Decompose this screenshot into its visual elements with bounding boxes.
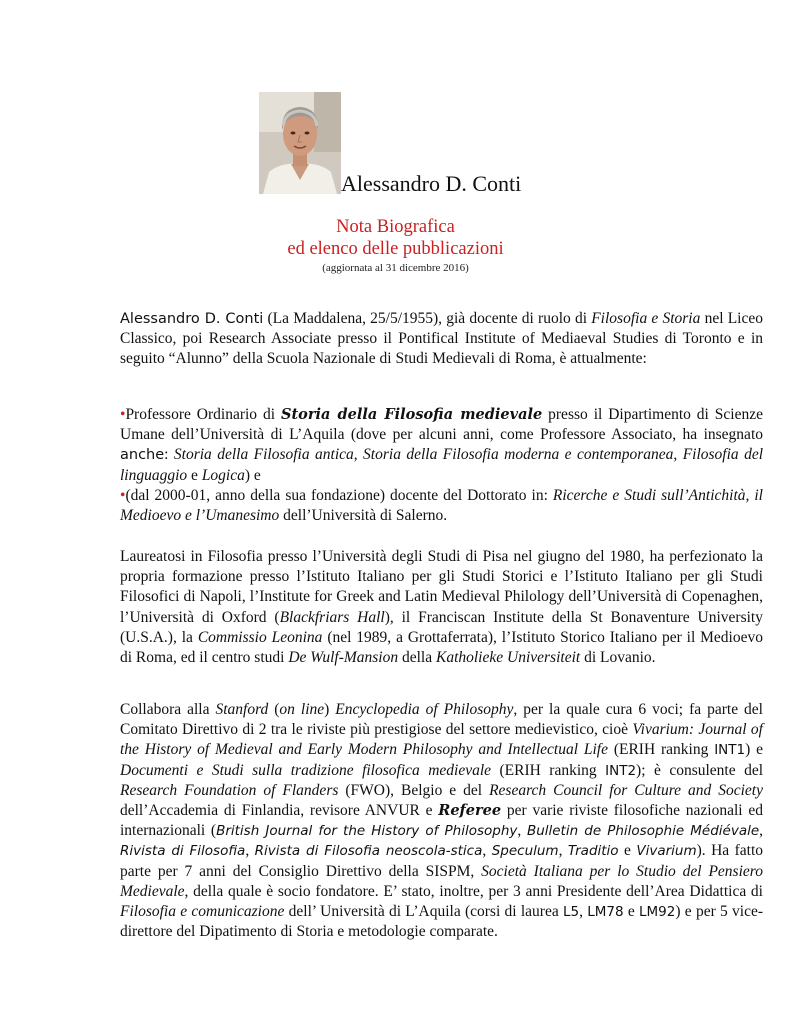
text: ,	[245, 842, 255, 860]
text: L5	[562, 904, 580, 921]
text: ,	[517, 822, 527, 840]
text: e	[618, 842, 637, 860]
text: dell’ Università di L’Aquila (corsi di laurea	[284, 903, 563, 921]
text: Collabora alla	[120, 701, 216, 718]
portrait-image	[259, 92, 341, 194]
text: LM92	[639, 904, 676, 921]
text-italic: Research Council for Culture and Society	[489, 781, 763, 799]
text: per varie riviste filosofiche nazionali ed internazionali (	[120, 802, 763, 840]
text: Professore Ordinario di	[125, 406, 281, 423]
collaborazioni-paragraph	[76, 700, 763, 942]
intro-paragraph	[76, 309, 763, 370]
bullet: •	[120, 406, 126, 423]
text-italic: Ricerche e Studi sull’Antichità, il Medioevo e l’Umanesimo	[120, 487, 763, 525]
text: ,	[482, 842, 492, 860]
text-italic: Vivarium	[636, 843, 697, 860]
text: anche	[120, 447, 165, 464]
text: (nel 1989, a Grottaferrata), l’Istituto Storico Italiano per il Medioevo di Roma, ed il centro studi	[120, 628, 763, 667]
text-italic: Storia della Filosofia antica	[173, 446, 354, 464]
text: )	[324, 701, 336, 718]
text-italic: Storia della Filosofia moderna e contemporanea	[363, 446, 674, 464]
text-italic: British Journal for the History of Philosophy	[216, 823, 518, 840]
text-italic: Stanford	[215, 701, 269, 718]
text-italic: Filosofia e Storia	[591, 310, 701, 327]
text: Laureatosi in Filosofia presso l’Università degli Studi di Pisa nel giugno del 1980, ha perfezionato la propria formazione presso l’Istituto Italiano per gli Studi Storici e l’Istituto Italiano per gli Studi Filosofici di Napoli, l’Institute for Greek and Latin Medieval Philology dell’Università di Copenaghen, l’Università di Oxford (	[120, 548, 763, 626]
text-italic: Commissio Leonina	[197, 628, 323, 646]
text-italic: Speculum	[491, 843, 559, 860]
text: (	[268, 701, 280, 718]
text: ,	[579, 903, 588, 921]
text: ) e per 5 vice-direttore del Dipatimento di Storia e metodologie comparate.	[120, 903, 763, 941]
text-italic: Referee	[438, 802, 502, 820]
text-italic: Vivarium: Journal of the History of Medieval and Early Modern Philosophy and Intellectual Life	[120, 721, 763, 759]
text: LM78	[587, 904, 624, 921]
text: e	[187, 466, 202, 484]
text: ,	[759, 822, 764, 840]
title-nota-biografica: Nota Biografica	[336, 217, 455, 237]
text: ) e	[244, 466, 261, 484]
text-italic: Rivista di Filosofia	[120, 843, 246, 860]
text-italic: Research Foundation of Flanders	[120, 781, 339, 799]
text-italic: Encyclopedia of Philosophy	[335, 701, 514, 718]
text: (ERIH ranking	[608, 741, 715, 759]
text: ,	[353, 446, 364, 464]
portrait-photo	[259, 92, 341, 194]
text: INT1	[714, 742, 746, 759]
text: (FWO), Belgio e del	[338, 781, 490, 799]
formazione-paragraph	[76, 547, 763, 668]
text: presso il Dipartimento di Scienze Umane dell’Università di L’Aquila (dove per alcuni anni, come Professore Associato, ha insegnato	[120, 406, 763, 444]
text: ,	[558, 842, 568, 860]
text: (dal 2000-01, anno della sua fondazione) docente del Dottorato in:	[125, 487, 553, 504]
list-item-professore	[76, 405, 763, 486]
text: della	[398, 649, 436, 667]
text-italic: Storia della Filosofia medievale	[280, 406, 543, 423]
list-item-dottorato	[76, 486, 763, 526]
text-italic: Katholieke Universiteit	[435, 649, 581, 667]
text-italic: Logica	[201, 466, 245, 484]
text-italic: Filosofia e comunicazione	[120, 903, 285, 921]
author-name: Alessandro D. Conti	[341, 171, 522, 196]
text: INT2	[605, 762, 637, 779]
text: ), il Franciscan Institute della St Bonaventure University (U.S.A.), la	[120, 608, 763, 646]
text: ,	[673, 446, 683, 464]
text: ). Ha fatto parte per 7 anni del Consiglio Direttivo della SISPM,	[120, 842, 764, 880]
text: (ERIH ranking	[491, 761, 606, 779]
text: (La Maddalena, 25/5/1955), già docente di ruolo di	[263, 310, 592, 327]
text-italic: on line	[279, 701, 325, 718]
text-italic: Bulletin de Philosophie Médiévale	[526, 823, 760, 840]
text: ); è consulente del	[636, 761, 764, 779]
text: :	[164, 446, 174, 464]
text: ) e	[745, 741, 764, 759]
text: nel Liceo Classico, poi Research Associate presso il Pontifical Institute of Mediaeval Studies di Toronto e in seguito “Alunno” della Scuola Nazionale di Studi Medievali di Roma, è attualmente:	[120, 310, 763, 368]
title-elenco-pubblicazioni: ed elenco delle pubblicazioni	[287, 239, 504, 259]
text: , della quale è socio fondatore. E’ stato, inoltre, per 3 anni Presidente dell’Area Didattica di	[184, 882, 763, 900]
bullet: •	[120, 487, 126, 504]
text: dell’Università di Salerno.	[279, 507, 448, 525]
text-italic: Filosofia del linguaggio	[120, 446, 764, 484]
text-italic: Blackfriars Hall	[279, 608, 385, 626]
intro-name: Alessandro D. Conti	[120, 311, 264, 327]
text-italic: Traditio	[567, 843, 619, 860]
update-date: (aggiornata al 31 dicembre 2016)	[322, 262, 469, 274]
text: di Lovanio.	[580, 649, 656, 667]
text-italic: Società Italiana per lo Studio del Pensiero Medievale	[120, 862, 763, 900]
text: e	[623, 903, 640, 921]
text: , per la quale cura 6 voci; fa parte del Comitato Direttivo di 2 tra le riviste più prestigiose del settore medievistico, cioè	[120, 701, 763, 739]
text: dell’Accademia di Finlandia, revisore ANVUR e	[120, 802, 439, 820]
text-italic: De Wulf-Mansion	[288, 649, 399, 667]
text-italic: Rivista di Filosofia neoscola-stica	[254, 843, 483, 860]
text-italic: Documenti e Studi sulla tradizione filosofica medievale	[120, 761, 492, 779]
